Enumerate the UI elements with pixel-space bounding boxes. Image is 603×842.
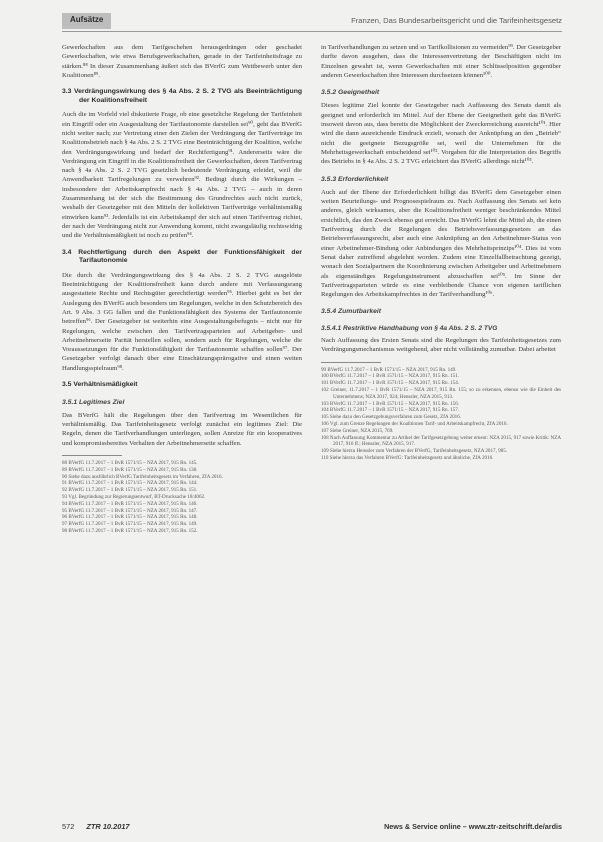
footnote: 110 Siehe hierzu das Verfahren BVerfG: Tarifeinheitsgesetz und ähnliche, ZfA 2016. xyxy=(321,454,494,461)
footnote: 90 Siehe dazu ausführlich BVerfG Tarifeinheitsgesetz im Verfahren, ZfA 2016. xyxy=(62,473,223,480)
page-header xyxy=(62,11,562,33)
paragraph: Auch auf der Ebene der Erforderlichkeit billigt das BVerfG dem Gesetzgeber einen weiten Beurteilungs- und Prognosespielraum zu. Nach Auffassung des Senats sei kein anderes, gleich wirksames, aber die Koalitionsfreiheit weniger beschränkendes Mittel ersichtlich, das den Zweck ebenso gut erreicht. Das BVerfG lehnt die Mittel ab, die einen Tarifvertrag durch die Regelungen des Betriebsverfassungsgesetzes an das Betriebsverfassungsrecht, aber auch eine Anknüpfung an den Arbeitnehmer-Status von einer Arbeitnehmer-Bindung oder Anbindungen des Mehrheitsprinzips¹⁰⁴. Dies ist vom Senat daher zutreffend abgelehnt worden. Zudem eine Einzelfallbetrachtung gezeigt, wonach den Sozialpartnern die Koordinierung zwischen Arbeitgeber und Arbeitnehmern als eigenständiges Regelungsinstrument abzuschaffen sei¹⁰⁵. Im Sinne der Tarifvertragsparteien würde es eine verbleibende Chance von eigenen tariflichen Regelungen des Arbeitskampfrechtes in der Tarifverhandlung¹⁰⁶. xyxy=(321,188,561,299)
paragraph: Die durch die Verdrängungswirkung des § 4a Abs. 2 S. 2 TVG ausgelöste Beeinträchtigung der Koalitionsfreiheit kann durch andere mit Verfassungsrang ausgestattete Rechte und Rechtsgüter gerechtfertigt werden⁹⁵. Hierbei geht es bei der Auslegung des BVerfG auch besonders um Regelungen, welche in den Schutzbereich des Art. 9 Abs. 3 GG fallen und die Funktionsfähigkeit des Systems der Tarifautonomie betreffen⁹⁶. Der Gesetzgeber ist weiterhin eine Ausgestaltungsbefugnis – nicht nur für Regelungen, welche zwischen den Tarifvertragsparteien auf Arbeitgeber- und Arbeitnehmerseite Parität herstellen sollen, sondern auch für Regelungen, welche die Voraussetzungen für die Funktionsfähigkeit der Tarifautonomie schaffen sollen⁹⁷. Der Gesetzgeber verfolgt danach über eine Einschätzungsprärogative und einen weiten Handlungsspielraum⁹⁸. xyxy=(62,271,302,372)
paragraph: Nach Auffassung des Ersten Senats sind die Regelungen des Tarifeinheitsgesetzes zum Verdrängungsmechanismus weitgehend, aber nicht vollständig zumutbar. Dabei arbeitet xyxy=(321,337,561,354)
footnotes-right xyxy=(321,367,561,462)
paragraph: in Tarifverhandlungen zu setzen und so Tarifkollisionen zu vermeiden⁹⁹. Der Gesetzgeber durfte davon ausgehen, dass die Interessenvertretung der Beschäftigten nicht im Einzelnen gewahrt ist, wenn Gewerkschaften mit einer Schlüsselposition gegenüber anderen Gewerkschaften ihre Interessen durchsetzen können¹⁰⁰. xyxy=(321,44,561,79)
footnote: 100 BVerfG 11.7.2017 – 1 BvR 1571/15 – NZA 2017, 915 Rn. 151. xyxy=(321,373,460,380)
left-column xyxy=(62,43,302,535)
footnote: 88 BVerfG 11.7.2017 – 1 BvR 1571/15 – NZA 2017, 915 Rn. 145. xyxy=(62,460,198,467)
footnote: 101 BVerfG 11.7.2017 – 1 BvR 1571/15 – NZA 2017, 915 Rn. 154. xyxy=(321,380,460,387)
section-heading-3-5-3: 3.5.3 Erforderlichkeit xyxy=(321,175,389,183)
footnote: 98 BVerfG 11.7.2017 – 1 BvR 1571/15 – NZA 2017, 915 Rn. 152. xyxy=(62,528,198,535)
footnote: 109 Siehe hierzu Henssler zum Verfahren der BVerfG, Tarifeinheitsgesetz, NZA 2017, 985. xyxy=(321,448,508,455)
section-rubric: Aufsätze xyxy=(62,13,111,29)
footnote: 89 BVerfG 11.7.2017 – 1 BvR 1571/15 – NZA 2017, 915 Rn. 138. xyxy=(62,466,198,473)
footnote: 105 Siehe dazu den Gesetzgebungsverfahren zum Gesetz, ZfA 2016. xyxy=(321,414,462,421)
footnote: 91 BVerfG 11.7.2017 – 1 BvR 1571/15 – NZA 2017, 915 Rn. 144. xyxy=(62,480,198,487)
footer-left xyxy=(62,822,130,831)
footnote: 107 Siehe Greiner, NZA 2015, 769. xyxy=(321,427,394,434)
section-heading-3-4: 3.4 Rechtfertigung durch den Aspekt der Funktionsfähigkeit der Tarifautonomie xyxy=(62,248,302,265)
footnote: 102 Greiner, 11.7.2017 – 1 BvR 1571/15 – NZA 2017, 915 Rn. 155; so zu erkennen, ebenso wie die Einheit des Unternehmens; NZA 2017, 924; Henssler, NZA 2015, 913. xyxy=(321,387,561,400)
running-head: Franzen, Das Bundesarbeitsgericht und die Tarifeinheitsgesetz xyxy=(351,16,562,25)
journal-issue: ZTR 10.2017 xyxy=(86,822,130,831)
footnote: 94 BVerfG 11.7.2017 – 1 BvR 1571/15 – NZA 2017, 915 Rn. 146. xyxy=(62,500,198,507)
footnote: 99 BVerfG 11.7.2017 – 1 BvR 1571/15 – NZA 2017, 915 Rn. 149. xyxy=(321,366,457,373)
page-footer xyxy=(62,822,562,834)
footnote: 104 BVerfG 11.7.2017 – 1 BvR 1571/15 – NZA 2017, 915 Rn. 157. xyxy=(321,407,460,414)
footnote: 96 BVerfG 11.7.2017 – 1 BvR 1571/15 – NZA 2017, 915 Rn. 148. xyxy=(62,514,198,521)
section-heading-3-5-1: 3.5.1 Legitimes Ziel xyxy=(62,398,125,406)
header-rule xyxy=(62,31,562,32)
footnote: 92 BVerfG 11.7.2017 – 1 BvR 1571/15 – NZA 2017, 915 Rn. 151. xyxy=(62,487,198,494)
section-heading-3-5-2: 3.5.2 Geeignetheit xyxy=(321,89,380,97)
footnote: 97 BVerfG 11.7.2017 – 1 BvR 1571/15 – NZA 2017, 915 Rn. 149. xyxy=(62,521,198,528)
section-heading-3-3: 3.3 Verdrängungswirkung des § 4a Abs. 2 S. 2 TVG als Beeinträchtigung der Koalitionsfreiheit xyxy=(62,88,302,104)
footnote: 95 BVerfG 11.7.2017 – 1 BvR 1571/15 – NZA 2017, 915 Rn. 147. xyxy=(62,507,198,514)
footnotes-left xyxy=(62,460,302,535)
right-column xyxy=(321,43,561,462)
footnote-rule xyxy=(321,362,381,363)
section-heading-3-5: 3.5 Verhältnismäßigkeit xyxy=(62,380,138,388)
section-heading-3-5-4-1: 3.5.4.1 Restriktive Handhabung von § 4a Abs. 2 S. 2 TVG xyxy=(321,324,498,332)
footer-website-link[interactable]: News & Service online – www.ztr-zeitschrift.de/ardis xyxy=(384,822,562,831)
footnote: 103 BVerfG 11.7.2017 – 1 BvR 1571/15 – NZA 2017, 915 Rn. 156. xyxy=(321,400,460,407)
footnote: 108 Nach Auffassung Kommentar zu Artikel der Tarifgesetzgebung weiter erneut: NZA 2015, 917 sowie Kritik: NZA 2017, 916 ff.; Henssler, NZA 2015, 917. xyxy=(321,434,561,448)
paragraph: Dieses legitime Ziel konnte der Gesetzgeber nach Auffassung des Senats damit als geeignet und erforderlich im Mittel. Auf der Ebene der Geeignetheit geht das BVerfG insoweit davon aus, dass bereits die Möglichkeit der Zweckerreichung ausreicht¹⁰¹. Hier wird die dann ausreichende Eindruck erzielt, wonach der Anknüpfung an den „Betrieb“ nicht die geeignete Bezugsgröße sei, weil die Unternehmen für die Mehrheitsgewerkschaft entscheidend sei¹⁰². Vorgaben für die Interpretation des Begriffs des Betriebs in § 4a Abs. 2 S. 2 TVG erleichtert das BVerfG allerdings nicht¹⁰³. xyxy=(321,102,561,166)
paragraph: Auch die im Vorfeld viel diskutierte Frage, ob eine gesetzliche Regelung der Tarifeinheit ein Eingriff oder ein Ausgestaltung der Tarifautonomie darstellen sei⁹⁰, geht das BVerfG nicht weiter nach; zur Vertretung einer den Zielen der Verdrängung der Tarifverträge im Koalitionsbetrieb nach § 4a Abs. 2 S. 2 TVG eine Beeinträchtigung der Koalition, welche den Verdrängungswirkung und bedarf der Rechtfertigung⁹¹. Andererseits wäre die Verdrängung ein Eingriff in die Koalitionsfreiheit der Gewerkschaften, deren Tarifvertrag nach § 4a Abs. 2 S. 2 TVG gesetzlich bedeutende Verdrängung erleidet, weil die Anwendbarkeit Tarifregelungen zu verwehren⁹². Bedingt durch die Wirkungen – insbesondere der Arbeitskampfrecht nach § 4a Abs. 2 TVG – auch in deren Zusammenhang ist der sich die Bestimmung des Grundrechtes auch nicht zurück, weshalb der Gesetzgeber mit den Mitteln der kollektiven Tarifverträge verhältnismäßig einwirken kann⁹³. Jedenfalls ist ein Arbeitskampf der sich auf einen Tarifvertrag richtet, der nach der Verdrängung nicht zur Anwendung kommt, nicht zwangsläufig rechtswidrig und die Verhältnismäßigkeit ist noch zu prüfen⁹⁴. xyxy=(62,111,302,240)
footnote: 93 Vgl. Begründung zur Regierungsentwurf, BT-Drucksache 18/4062. xyxy=(62,494,206,501)
footnote: 106 Vgl. zum Grenze Regelungen der Koalitionen Tarif- und Arbeitskampfrecht, ZfA 2016. xyxy=(321,420,508,427)
paragraph: Das BVerfG hält die Regelungen über den Tarifvertrag im Wesentlichen für verhältnismäßig. Das Tarifeinheitsgesetz verfolgt zunächst ein legitimes Ziel: Die Regeln, denen die Tarifverhandlungen unterliegen, sollen Anreize für ein kooperatives und kompromissbereites Verhalten der Arbeitnehmerseite schaffen. xyxy=(62,411,302,447)
paragraph: Gewerkschaften aus dem Tarifgeschehen herausgedrängen oder geschadet Gewerkschaften, wie etwa Berufsgewerkschaften, gerade in der Tarifeinheitsfrage zu stärken.⁸⁸ In dieser Zusammenhang äußert sich das BVerfG zum Wettbewerb unter den Koalitionen⁸⁹. xyxy=(62,44,302,79)
page-number: 572 xyxy=(62,822,75,831)
section-heading-3-5-4: 3.5.4 Zumutbarkeit xyxy=(321,308,382,316)
footnote-rule xyxy=(62,455,122,456)
